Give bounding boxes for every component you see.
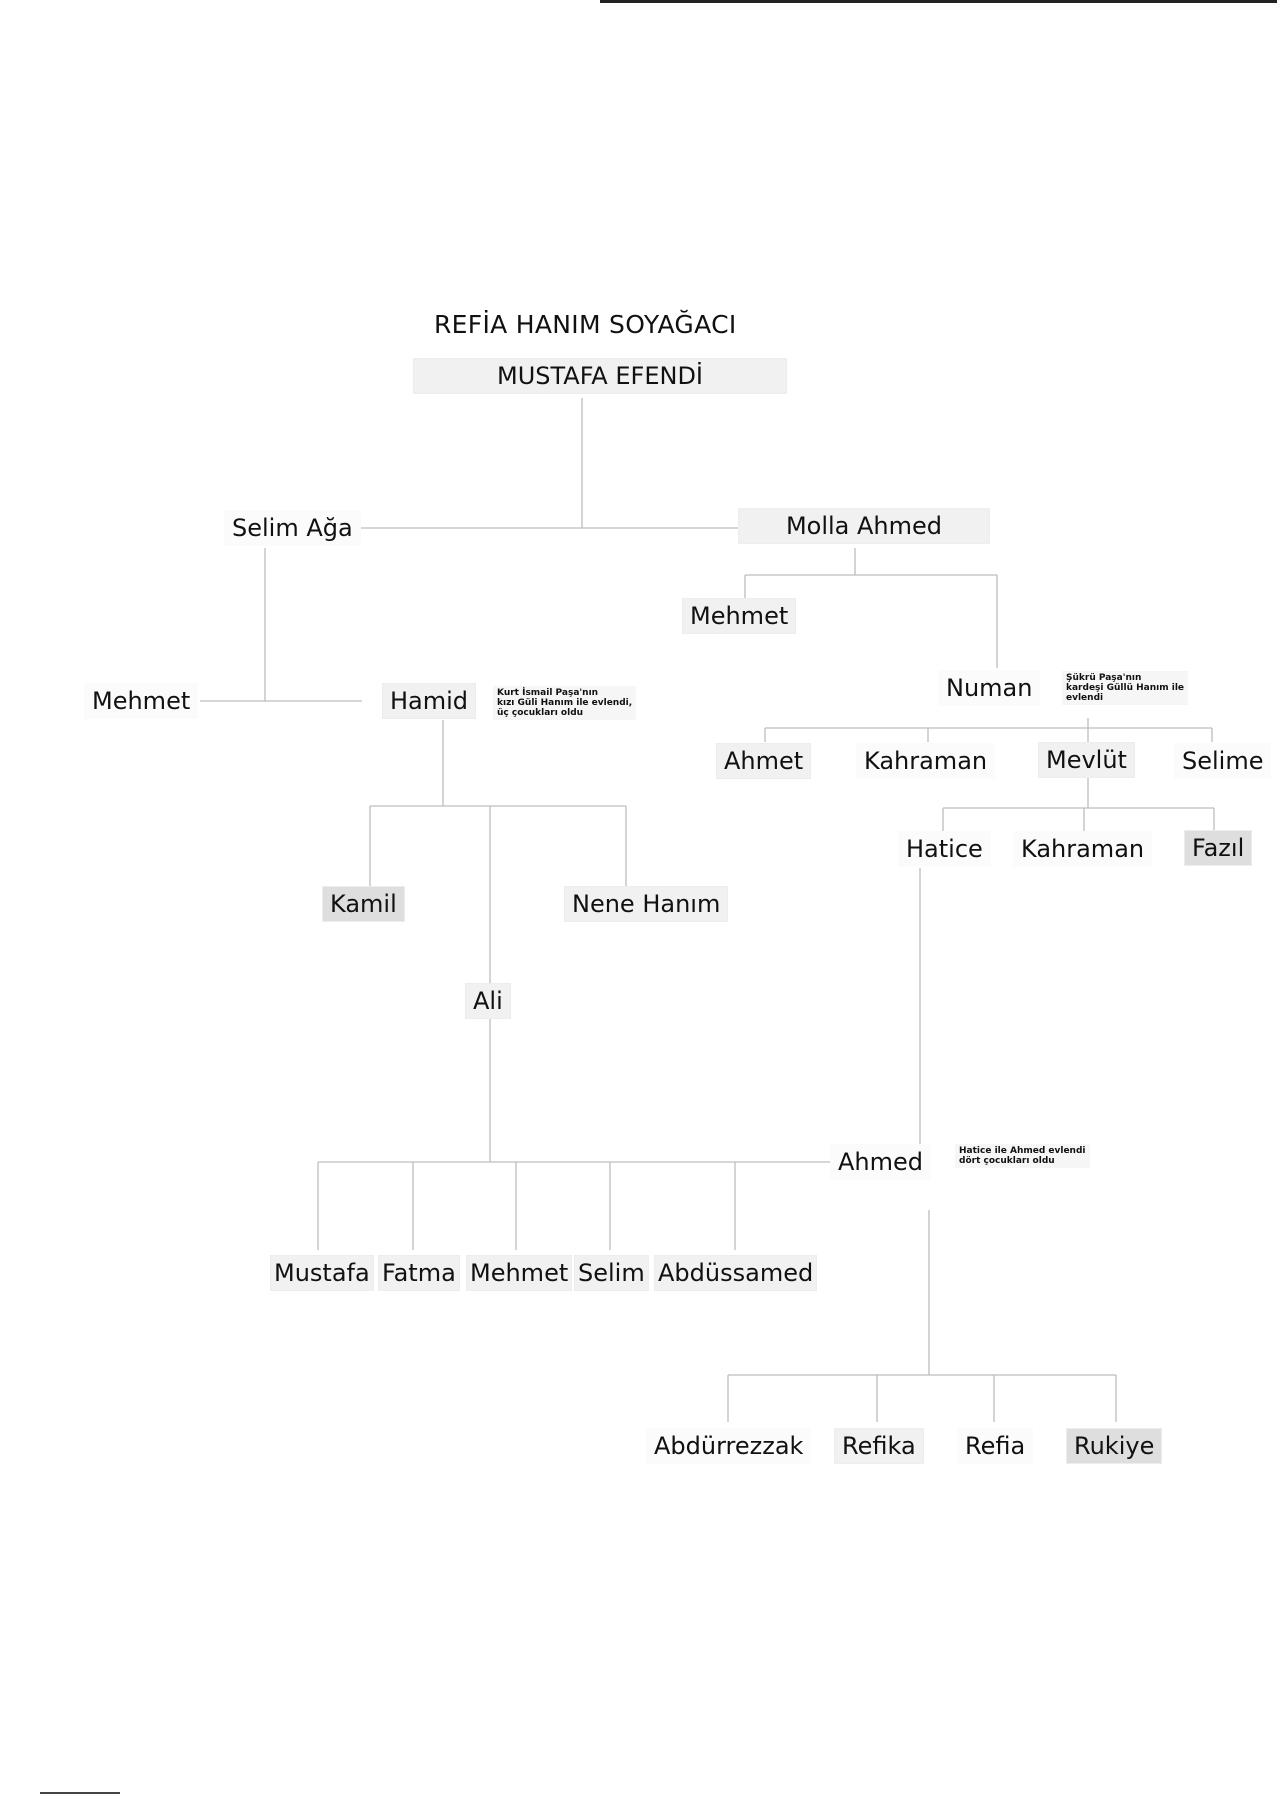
node-hamid: Hamid (382, 683, 476, 719)
node-molla-ahmed: Molla Ahmed (738, 508, 990, 544)
node-mehmet-selim: Mehmet (84, 683, 198, 719)
node-selim: Selim (574, 1255, 649, 1291)
note-ahmed (955, 1144, 1090, 1168)
note-ahmed-line: dört çocukları oldu (959, 1156, 1055, 1166)
note-numan-line: evlendi (1066, 693, 1104, 703)
node-kamil: Kamil (322, 886, 405, 922)
node-kahraman-numan: Kahraman (856, 743, 995, 779)
node-numan: Numan (938, 670, 1040, 706)
node-refika: Refika (834, 1428, 924, 1464)
node-fazil: Fazıl (1184, 830, 1252, 866)
node-kahraman-mevlut: Kahraman (1013, 831, 1152, 867)
node-ali: Ali (465, 983, 511, 1019)
node-mustafa-efendi: MUSTAFA EFENDİ (413, 358, 787, 394)
node-mustafa: Mustafa (270, 1255, 374, 1291)
node-fatma: Fatma (378, 1255, 460, 1291)
node-nene-hanim: Nene Hanım (564, 886, 728, 922)
note-numan-line: Şükrü Paşa'nın (1066, 673, 1142, 683)
note-hamid-line: kızı Güli Hanım ile evlendi, (497, 698, 633, 708)
note-ahmed-line: Hatice ile Ahmed evlendi (959, 1146, 1086, 1156)
node-mehmet-molla: Mehmet (682, 598, 796, 634)
note-numan (1062, 671, 1188, 705)
node-refia: Refia (957, 1428, 1033, 1464)
note-hamid (493, 686, 636, 720)
node-selim-aga: Selim Ağa (224, 510, 361, 546)
note-hamid-line: Kurt İsmail Paşa'nın (497, 688, 599, 698)
page-title: REFİA HANIM SOYAĞACI (434, 310, 737, 339)
node-mevlut: Mevlüt (1038, 742, 1135, 778)
note-hamid-line: üç çocukları oldu (497, 708, 584, 718)
node-abdurrezzak: Abdürrezzak (646, 1428, 811, 1464)
node-hatice: Hatice (898, 831, 991, 867)
node-rukiye: Rukiye (1066, 1428, 1162, 1464)
node-ahmet: Ahmet (716, 743, 811, 779)
node-selime: Selime (1174, 743, 1271, 779)
note-numan-line: kardeşi Güllü Hanım ile (1066, 683, 1185, 693)
node-mehmet-ali: Mehmet (466, 1255, 572, 1291)
node-ahmed: Ahmed (830, 1144, 931, 1180)
node-abdussamed: Abdüssamed (654, 1255, 817, 1291)
